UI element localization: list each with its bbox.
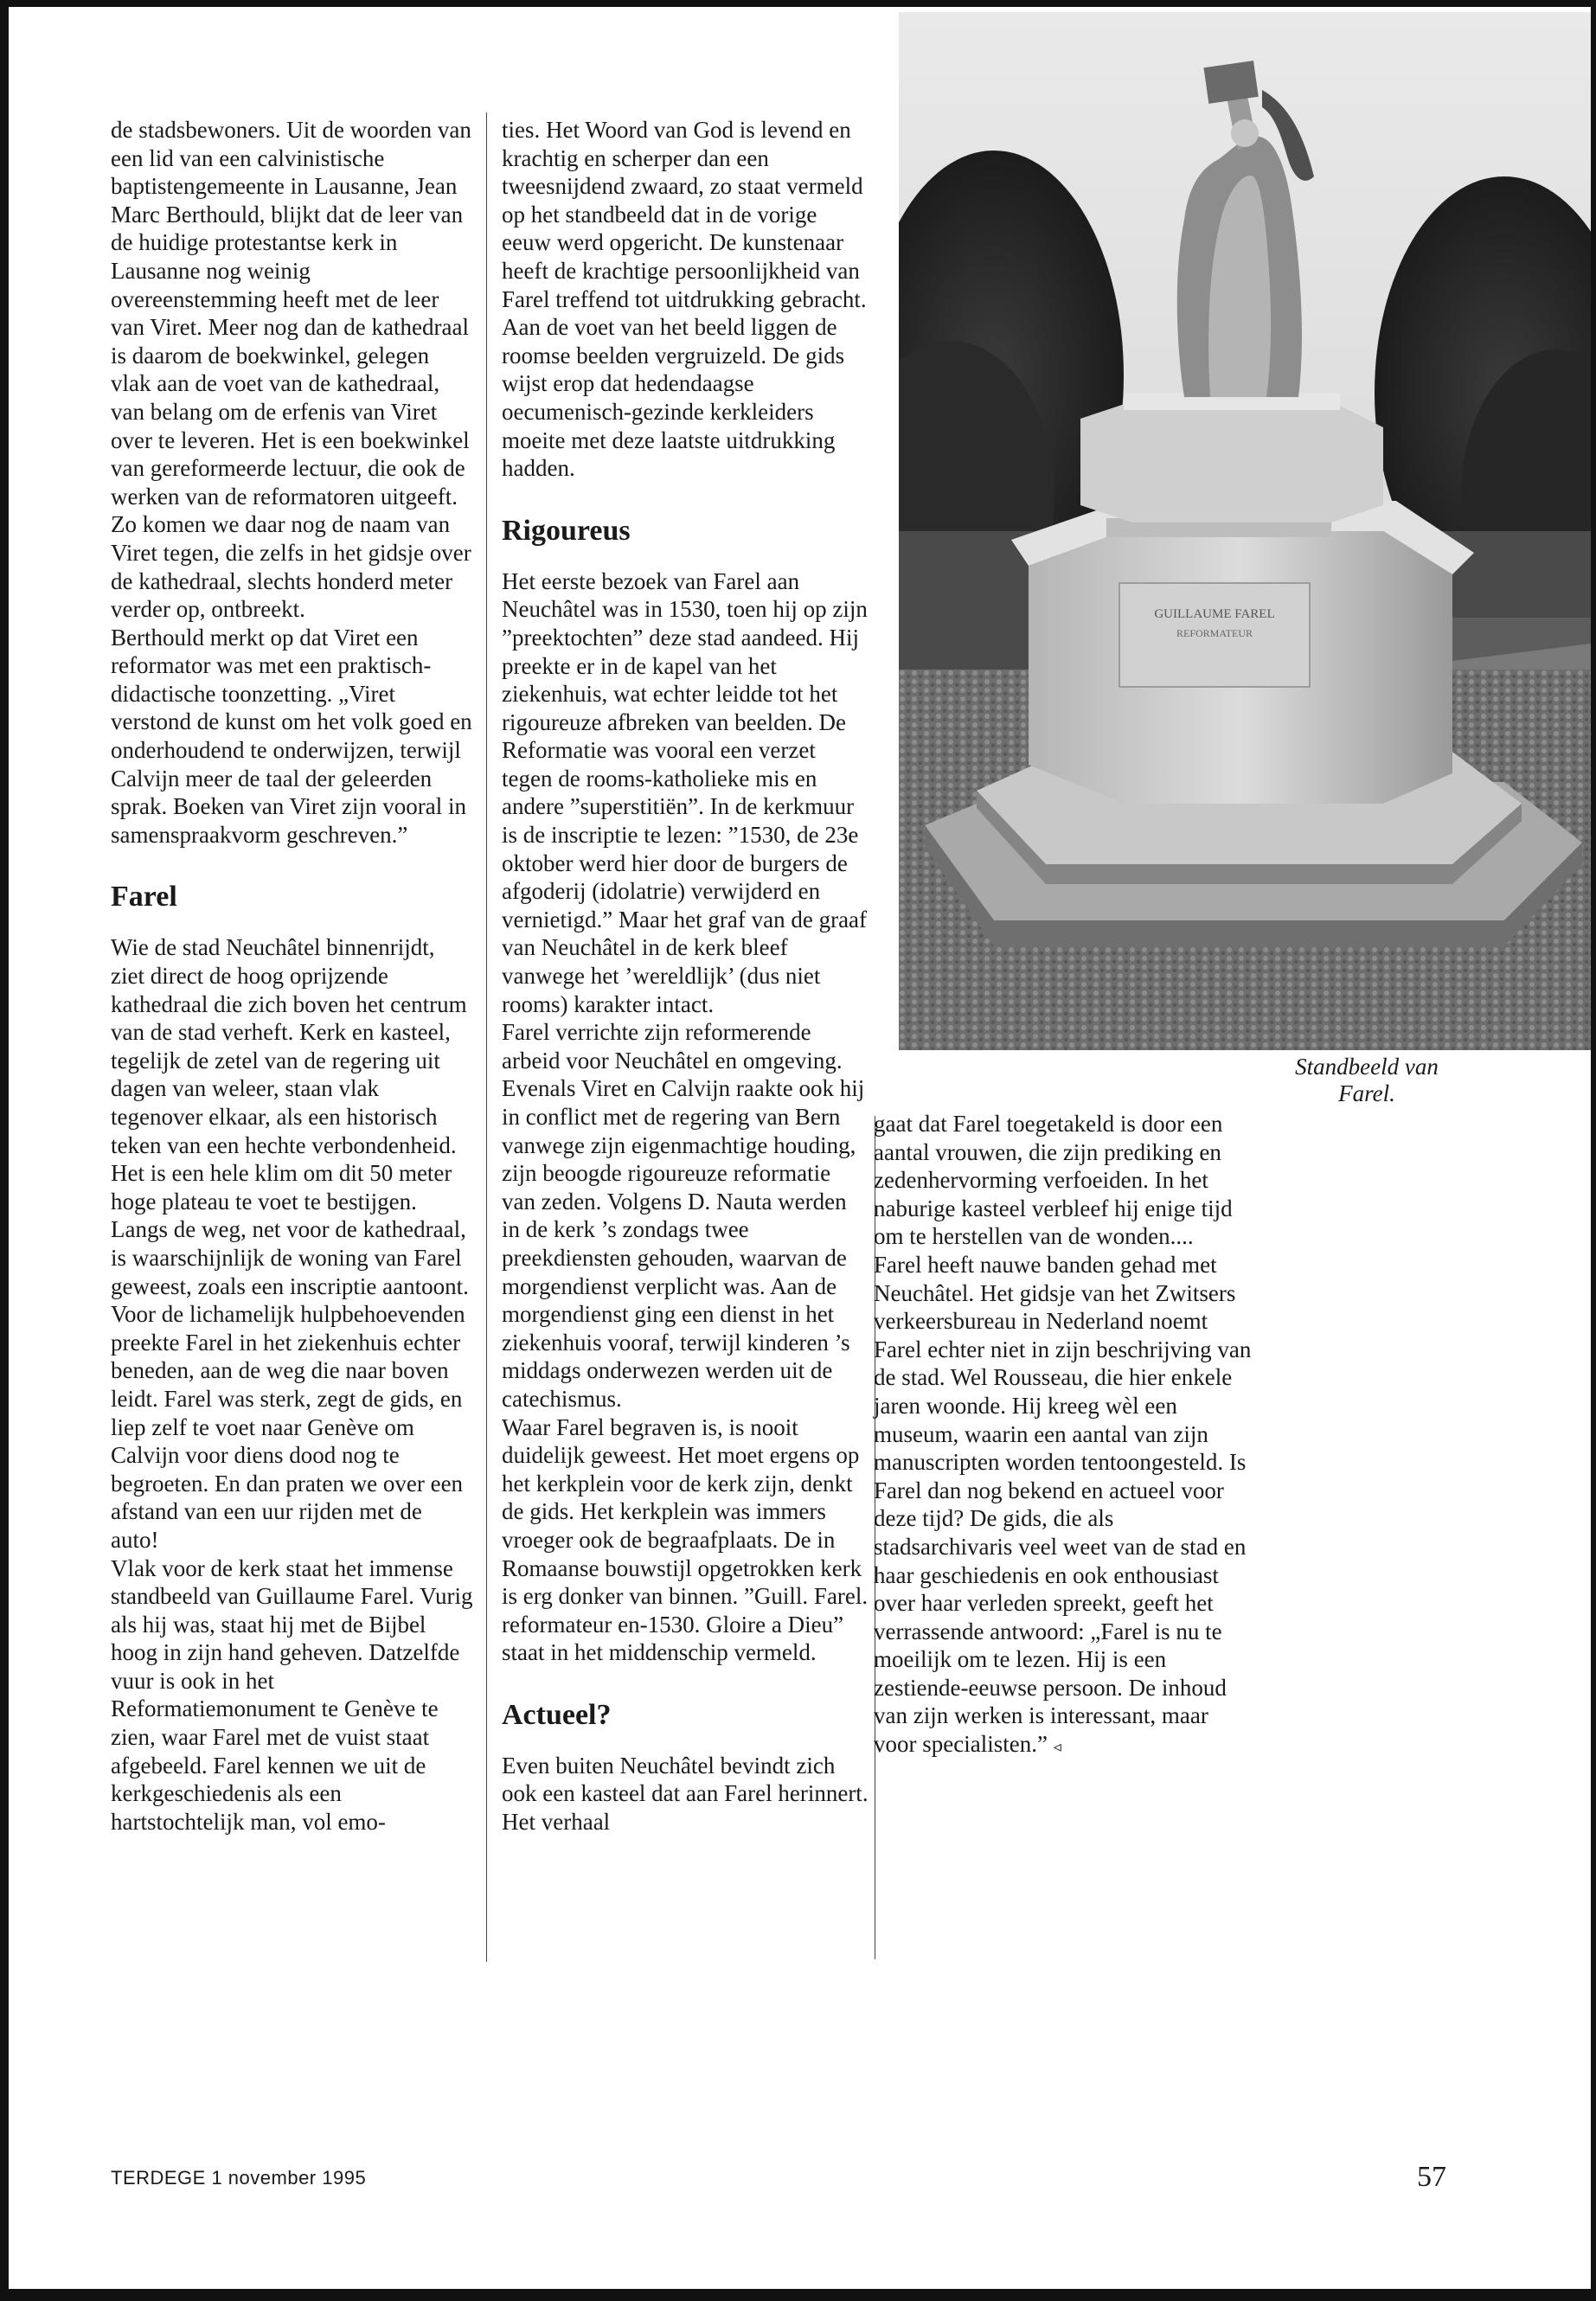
paragraph	[874, 1251, 1254, 1761]
paragraph: Vlak voor de kerk staat het immense standbeeld van Guillaume Farel. Vurig als hij was, staat hij met de Bijbel hoog in zijn hand geheven. Datzelfde vuur is ook in het Reformatiemonument te Genève te zien, waar Farel met de vuist staat afgebeeld. Farel kennen we uit de kerkgeschiedenis als een hartstochtelijk man, vol emo-	[111, 1554, 473, 1835]
subheading-rigoureus: Rigoureus	[502, 514, 631, 547]
scan-border-right	[1591, 0, 1596, 2301]
column-divider	[486, 112, 487, 1962]
article-column-2	[502, 116, 869, 1836]
paragraph: gaat dat Farel toegetakeld is door een aantal vrouwen, die zijn prediking en zedenhervorming verfoeiden. In het naburige kasteel verbleef hij enige tijd om te herstellen van de wonden....	[874, 1111, 1233, 1250]
bible	[1203, 61, 1258, 104]
page-number: 57	[1417, 2161, 1446, 2193]
subheading-farel: Farel	[111, 881, 177, 913]
article-column-3	[874, 1110, 1254, 1761]
paragraph: Berthould merkt op dat Viret een reformator was met een praktisch-didactische toonzetting. „Viret verstond de kunst om het volk goed en onderhoudend te onderwijzen, terwijl Calvijn meer de taal der geleerden sprak. Boeken van Viret zijn vooral in samenspraakvorm geschreven.”	[111, 624, 472, 848]
scan-border-bottom	[0, 2289, 1596, 2301]
paragraph: Even buiten Neuchâtel bevindt zich ook een kasteel dat aan Farel herinnert. Het verhaal	[502, 1752, 869, 1836]
statue-head	[1231, 119, 1259, 147]
statue-photo	[899, 12, 1591, 1050]
paragraph: Waar Farel begraven is, is nooit duidelijk geweest. Het moet ergens op het kerkplein voor de kerk zijn, denkt de gids. Het kerkplein was immers vroeger ook de begraafplaats. De in Romaanse bouwstijl opgetrokken kerk is erg donker van binnen. ”Guill. Farel. reformateur en-1530. Gloire a Dieu” staat in het middenschip vermeld.	[502, 1413, 869, 1666]
paragraph-text: Farel heeft nauwe banden gehad met Neuchâtel. Het gidsje van het Zwitsers verkeersbureau in Nederland noemt Farel echter niet in zijn beschrijving van de stad. Wel Rousseau, die hier enkele jaren woonde. Hij kreeg wèl een museum, waarin een aantal van zijn manuscripten worden tentoongesteld. Is Farel dan nog bekend en actueel voor deze tijd? De gids, die als stadsarchivaris veel weet van de stad en haar geschiedenis en ook enthousiast over haar verleden spreekt, geeft het verrassende antwoord: „Farel is nu te moeilijk om te lezen. Hij is een zestiende-eeuwse persoon. De inhoud van zijn werken is interessant, maar voor specialisten.”	[874, 1251, 1252, 1758]
scan-border-top	[0, 0, 1596, 7]
photo-caption: Standbeeld van Farel.	[1295, 1054, 1439, 1106]
inscription-name: GUILLAUME FAREL	[1154, 607, 1275, 621]
paragraph: de stadsbewoners. Uit de woorden van een lid van een calvinistische baptistengemeente in Lausanne, Jean Marc Berthould, blijkt dat de leer van de huidige protestantse kerk in Lausanne nog weinig overeenstemming heeft met de leer van Viret. Meer nog dan de kathedraal is daarom de boekwinkel, gelegen vlak aan de voet van de kathedraal, van belang om de erfenis van Viret over te leveren. Het is een boekwinkel van gereformeerde lectuur, die ook de werken van de reformatoren uitgeeft. Zo komen we daar nog de naam van Viret tegen, die zelfs in het gidsje over de kathedraal, slechts honderd meter verder op, ontbreekt.	[111, 117, 471, 623]
scan-border-left	[0, 0, 9, 2301]
paragraph: Wie de stad Neuchâtel binnenrijdt, ziet direct de hoog oprijzende kathedraal die zich boven het centrum van de stad verheft. Kerk en kasteel, tegelijk de zetel van de regering uit dagen van weleer, staan vlak tegenover elkaar, als een historisch teken van een hechte verbondenheid.	[111, 934, 467, 1158]
paragraph: Het eerste bezoek van Farel aan Neuchâtel was in 1530, toen hij op zijn ”preektochten” deze stad aandeed. Hij preekte er in de kapel van het ziekenhuis, wat echter leidde tot het rigoureuze afbreken van beelden. De Reformatie was vooral een verzet tegen de rooms-katholieke mis en andere ”superstitiën”. In de kerkmuur is de inscriptie te lezen: ”1530, de 23e oktober werd hier door de burgers de afgoderij (idolatrie) verwijderd en vernietigd.” Maar het graf van de graaf van Neuchâtel in de kerk bleef vanwege het ’wereldlijk’ (dus niet rooms) karakter intact.	[502, 567, 868, 1017]
paragraph: ties. Het Woord van God is levend en krachtig en scherper dan een tweesnijdend zwaard, zo staat vermeld op het standbeeld dat in de vorige eeuw werd opgericht. De kunstenaar heeft de krachtige persoonlijkheid van Farel treffend tot uitdrukking gebracht. Aan de voet van het beeld liggen de roomse beelden vergruizeld. De gids wijst erop dat hedendaagse oecumenisch-gezinde kerkleiders moeite met deze laatste uitdrukking hadden.	[502, 117, 867, 482]
statue-illustration	[899, 12, 1591, 1050]
subheading-actueel: Actueel?	[502, 1698, 612, 1731]
paragraph: Het is een hele klim om dit 50 meter hoge plateau te voet te bestijgen. Langs de weg, net voor de kathedraal, is waarschijnlijk de woning van Farel geweest, zoals een inscriptie aantoont. Voor de lichamelijk hulpbehoevenden preekte Farel in het ziekenhuis echter beneden, aan de weg die naar boven leidt. Farel was sterk, zegt de gids, en liep zelf te voet naar Genève om Calvijn voor diens dood nog te begroeten. En dan praten we over een afstand van een uur rijden met de auto!	[111, 1160, 469, 1553]
publication-footer: TERDEGE 1 november 1995	[111, 2167, 367, 2189]
paragraph: Farel verrichte zijn reformerende arbeid voor Neuchâtel en omgeving. Evenals Viret en Calvijn raakte ook hij in conflict met de regering van Bern vanwege zijn eigenmachtige houding, zijn beoogde rigoureuze reformatie van zeden. Volgens D. Nauta werden in de kerk ’s zondags twee preekdiensten gehouden, waarvan de morgendienst verplicht was. Aan de morgendienst ging een dienst in het ziekenhuis vooraf, terwijl kinderen ’s middags onderwezen werden uit de catechismus.	[502, 1019, 865, 1412]
article-column-1	[111, 116, 474, 1836]
end-of-article-mark: ◃	[1053, 1738, 1061, 1756]
inscription-title: REFORMATEUR	[1176, 627, 1253, 639]
